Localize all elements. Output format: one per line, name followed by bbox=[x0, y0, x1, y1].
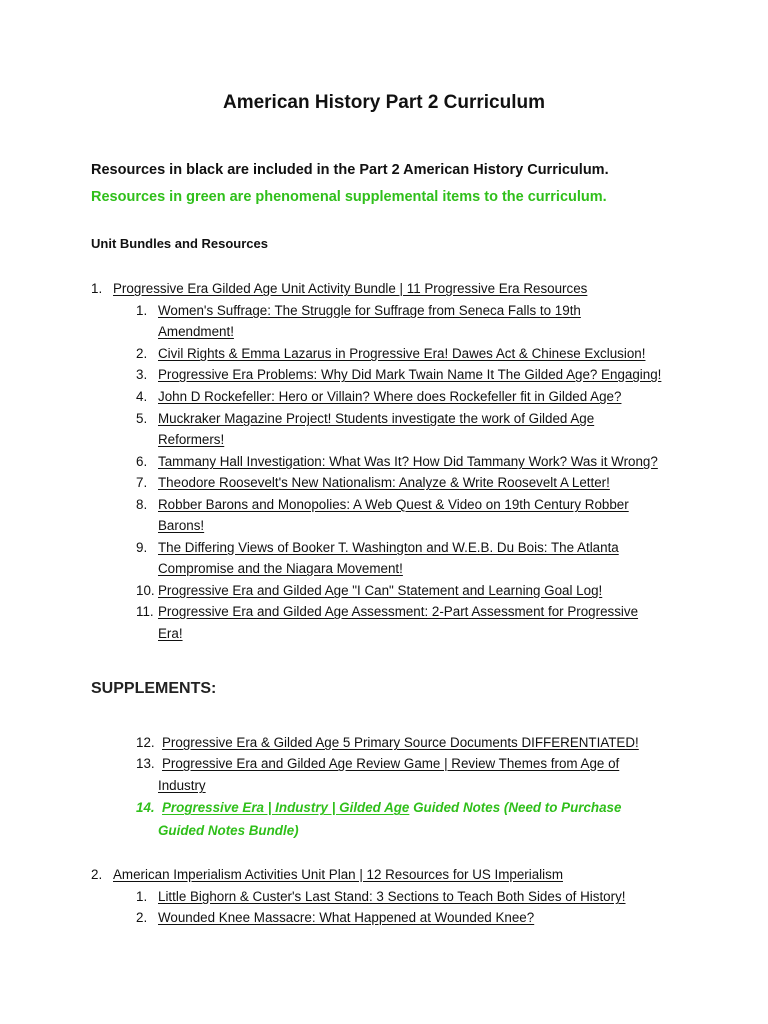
unit-2-number: 2. bbox=[91, 867, 103, 882]
list-item-number: 10. bbox=[136, 583, 155, 598]
supplement-item-continuation bbox=[158, 823, 299, 839]
section-heading-unit-bundles: Unit Bundles and Resources bbox=[91, 236, 268, 251]
supplement-item-continuation bbox=[158, 778, 206, 794]
list-item-link[interactable]: John D Rockefeller: Hero or Villain? Where does Rockefeller fit in Gilded Age? bbox=[158, 389, 622, 404]
list-item-link[interactable]: Barons! bbox=[158, 518, 205, 533]
supplement-green-text bbox=[162, 800, 621, 816]
list-item-link[interactable]: Amendment! bbox=[158, 324, 234, 339]
supplement-green-link[interactable]: Progressive Era | Industry | Gilded Age bbox=[162, 800, 410, 815]
list-item-link[interactable]: Women's Suffrage: The Struggle for Suffrage from Seneca Falls to 19th bbox=[158, 303, 581, 318]
list-item-number: 2. bbox=[136, 910, 148, 925]
list-item-number: 11. bbox=[136, 604, 154, 619]
list-item-number: 6. bbox=[136, 454, 148, 469]
list-item-continuation bbox=[158, 561, 403, 577]
list-item-link[interactable]: Theodore Roosevelt's New Nationalism: Analyze & Write Roosevelt A Letter! bbox=[158, 475, 610, 490]
unit-1-number: 1. bbox=[91, 281, 103, 296]
list-item-continuation bbox=[158, 626, 183, 642]
list-item-number: 4. bbox=[136, 389, 148, 404]
list-item-link[interactable]: Robber Barons and Monopolies: A Web Quest & Video on 19th Century Robber bbox=[158, 497, 629, 512]
list-item-continuation bbox=[158, 432, 224, 448]
list-item-link[interactable]: Civil Rights & Emma Lazarus in Progressive Era! Dawes Act & Chinese Exclusion! bbox=[158, 346, 646, 361]
unit-1-link[interactable]: Progressive Era Gilded Age Unit Activity Bundle | 11 Progressive Era Resources bbox=[113, 281, 588, 296]
supplements-heading: SUPPLEMENTS: bbox=[91, 680, 217, 697]
list-item-link[interactable]: Wounded Knee Massacre: What Happened at Wounded Knee? bbox=[158, 910, 535, 925]
list-item-number: 1. bbox=[136, 303, 148, 318]
list-item-link[interactable]: Compromise and the Niagara Movement! bbox=[158, 561, 403, 576]
list-item-number: 7. bbox=[136, 475, 148, 490]
list-item-link[interactable]: Tammany Hall Investigation: What Was It? How Did Tammany Work? Was it Wrong? bbox=[158, 454, 658, 469]
list-item-link[interactable]: Progressive Era Problems: Why Did Mark Twain Name It The Gilded Age? Engaging! bbox=[158, 367, 662, 382]
intro-green-note: Resources in green are phenomenal supplemental items to the curriculum. bbox=[91, 189, 607, 205]
supplement-link[interactable]: Industry bbox=[158, 778, 206, 793]
list-item-continuation bbox=[158, 324, 234, 340]
list-item-link[interactable]: Progressive Era and Gilded Age "I Can" Statement and Learning Goal Log! bbox=[158, 583, 603, 598]
list-item-link[interactable]: The Differing Views of Booker T. Washington and W.E.B. Du Bois: The Atlanta bbox=[158, 540, 619, 555]
supplement-green-note: Guided Notes (Need to Purchase bbox=[409, 800, 622, 815]
list-item-continuation bbox=[158, 518, 204, 534]
list-item-link[interactable]: Muckraker Magazine Project! Students investigate the work of Gilded Age bbox=[158, 411, 595, 426]
unit-2-link[interactable]: American Imperialism Activities Unit Plan | 12 Resources for US Imperialism bbox=[113, 867, 563, 882]
list-item-link[interactable]: Progressive Era and Gilded Age Assessment: 2-Part Assessment for Progressive bbox=[158, 604, 639, 619]
page-title: American History Part 2 Curriculum bbox=[222, 92, 546, 113]
list-item-number: 3. bbox=[136, 367, 148, 382]
list-item-number: 1. bbox=[136, 889, 148, 904]
list-item-link[interactable]: Little Bighorn & Custer's Last Stand: 3 Sections to Teach Both Sides of History! bbox=[158, 889, 626, 904]
supplement-link[interactable]: Progressive Era and Gilded Age Review Game | Review Themes from Age of bbox=[162, 756, 620, 771]
list-item-number: 9. bbox=[136, 540, 148, 555]
list-item-link[interactable]: Era! bbox=[158, 626, 183, 641]
intro-black-note: Resources in black are included in the Part 2 American History Curriculum. bbox=[91, 162, 609, 178]
list-item-number: 5. bbox=[136, 411, 148, 426]
list-item-number: 8. bbox=[136, 497, 148, 512]
list-item-number: 13. bbox=[136, 756, 155, 771]
list-item-number: 2. bbox=[136, 346, 148, 361]
list-item-link[interactable]: Reformers! bbox=[158, 432, 225, 447]
supplement-link[interactable]: Progressive Era & Gilded Age 5 Primary Source Documents DIFFERENTIATED! bbox=[162, 735, 639, 750]
list-item-number: 12. bbox=[136, 735, 155, 750]
supplement-green-note: Guided Notes Bundle) bbox=[158, 823, 299, 838]
list-item-number: 14. bbox=[136, 800, 155, 815]
